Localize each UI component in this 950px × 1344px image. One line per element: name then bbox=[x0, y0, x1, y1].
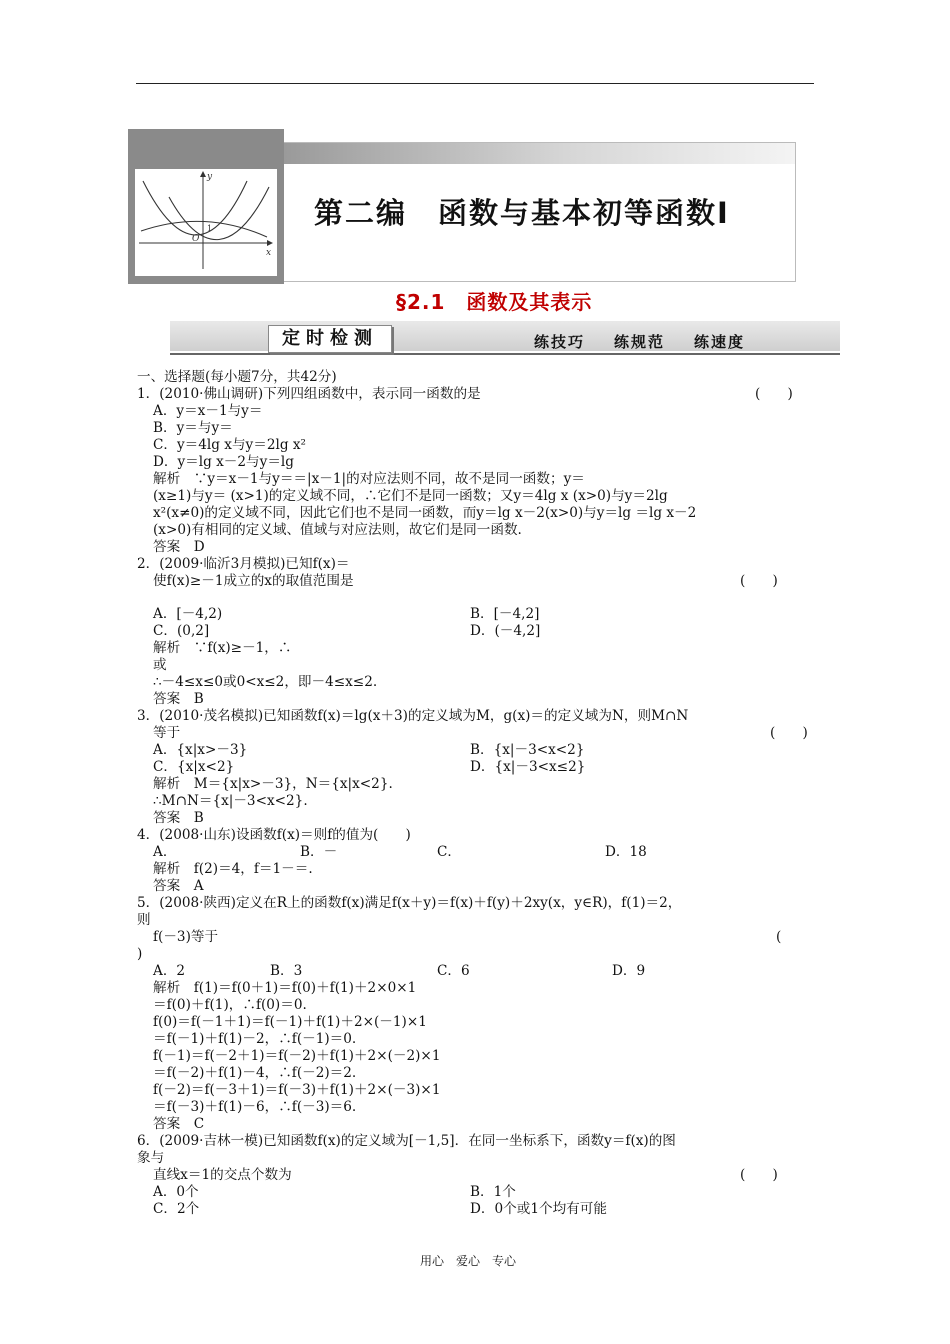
content-line: C． bbox=[437, 844, 461, 860]
content-line: f(－3)等于 bbox=[153, 929, 219, 945]
content-line: B．{x|－3<x<2} bbox=[470, 742, 585, 758]
content-line: A． bbox=[153, 844, 177, 860]
content-line: 解析 f(2)＝4，f＝1－＝. bbox=[153, 861, 313, 877]
svg-text:y: y bbox=[207, 172, 213, 182]
svg-text:x: x bbox=[266, 248, 272, 258]
content-line: 1．(2010·佛山调研)下列四组函数中，表示同一函数的是 bbox=[137, 386, 481, 402]
content-line: 2．(2009·临沂3月模拟)已知f(x)＝ bbox=[137, 556, 350, 572]
content-line: B．y＝与y＝ bbox=[153, 420, 233, 436]
content-line: 5．(2008·陕西)定义在R上的函数f(x)满足f(x＋y)＝f(x)＋f(y)＋2xy(x，y∈R)，f(1)＝2， bbox=[137, 895, 682, 911]
content-line: 象与 bbox=[137, 1150, 165, 1166]
function-graph-image bbox=[135, 169, 277, 276]
content-line: 答案 B bbox=[153, 810, 204, 826]
content-line: ) bbox=[137, 946, 143, 962]
content-line: D．18 bbox=[605, 844, 647, 860]
content-line: D．9 bbox=[612, 963, 646, 979]
top-rule bbox=[136, 83, 814, 84]
content-line: (x≥1)与y＝ (x>1)的定义域不同，∴它们不是同一函数；又y＝4lg x (x>0)与y＝2lg bbox=[153, 488, 668, 504]
content-line: ( ) bbox=[770, 725, 808, 741]
content-line: A．y＝x－1与y＝ bbox=[153, 403, 263, 419]
content-line: x²(x≠0)的定义域不同，因此它们也不是同一函数，而y＝lg x－2(x>0)与y＝lg ＝lg x－2 bbox=[153, 505, 697, 521]
content-line: D．y＝lg x－2与y＝lg bbox=[153, 454, 294, 470]
content-line: 3．(2010·茂名模拟)已知函数f(x)＝lg(x＋3)的定义域为M，g(x)＝的定义域为N，则M∩N bbox=[137, 708, 689, 724]
content-line: ( ) bbox=[740, 1167, 778, 1183]
content-line: ∴M∩N＝{x|－3<x<2}. bbox=[153, 793, 308, 809]
content-line: 或 bbox=[153, 657, 167, 673]
content-line: ＝f(0)＋f(1)，∴f(0)＝0. bbox=[153, 997, 307, 1013]
content-line: 则 bbox=[137, 912, 151, 928]
content-line: B．－ bbox=[300, 844, 338, 860]
content-line: A．[－4,2) bbox=[153, 606, 223, 622]
practice-bar-rule bbox=[170, 353, 840, 355]
content-line: D．(－4,2] bbox=[470, 623, 541, 639]
content-line: 直线x＝1的交点个数为 bbox=[153, 1167, 292, 1183]
content-line: 答案 A bbox=[153, 878, 204, 894]
content-line: ( bbox=[776, 929, 782, 945]
content-line: 使f(x)≥－1成立的x的取值范围是 bbox=[153, 573, 354, 589]
content-line: 答案 C bbox=[153, 1116, 205, 1132]
content-line: A．{x|x>－3} bbox=[153, 742, 248, 758]
content-line: C．2个 bbox=[153, 1201, 200, 1217]
speed-tag: 练速度 bbox=[694, 333, 746, 351]
svg-text:O: O bbox=[192, 234, 200, 244]
content-line: ＝f(－2)＋f(1)－4，∴f(－2)＝2. bbox=[153, 1065, 357, 1081]
content-line: 解析 ∵f(x)≥－1，∴ bbox=[153, 640, 292, 656]
content-line: 答案 D bbox=[153, 539, 205, 555]
content-line: C．{x|x<2} bbox=[153, 759, 235, 775]
content-line: B．1个 bbox=[470, 1184, 516, 1200]
content-line: (x>0)有相同的定义域、值域与对应法则，故它们是同一函数. bbox=[153, 522, 522, 538]
content-line: A．0个 bbox=[153, 1184, 199, 1200]
content-line: 6．(2009·吉林一模)已知函数f(x)的定义域为[－1,5]．在同一坐标系下，函数y＝f(x)的图 bbox=[137, 1133, 676, 1149]
content-line: 等于 bbox=[153, 725, 181, 741]
chapter-banner bbox=[128, 129, 798, 284]
content-line: B．[－4,2] bbox=[470, 606, 540, 622]
page-footer: 用心 爱心 专心 bbox=[420, 1254, 517, 1268]
content-line: B．3 bbox=[270, 963, 303, 979]
content-line: ∴－4≤x≤0或0<x≤2，即－4≤x≤2. bbox=[153, 674, 378, 690]
content-line: ( ) bbox=[755, 386, 793, 402]
content-line: 解析 f(1)＝f(0＋1)＝f(0)＋f(1)＋2×0×1 bbox=[153, 980, 417, 996]
chapter-title: 第二编 函数与基本初等函数Ⅰ bbox=[314, 196, 730, 230]
content-line: f(－2)＝f(－3＋1)＝f(－3)＋f(1)＋2×(－3)×1 bbox=[153, 1082, 441, 1098]
content-line: f(－1)＝f(－2＋1)＝f(－2)＋f(1)＋2×(－2)×1 bbox=[153, 1048, 441, 1064]
skill-tag: 练技巧 bbox=[534, 333, 586, 351]
content-line: C．y＝4lg x与y＝2lg x² bbox=[153, 437, 306, 453]
svg-text:1: 1 bbox=[207, 224, 213, 233]
content-line: C．6 bbox=[437, 963, 470, 979]
content-line: C．(0,2] bbox=[153, 623, 210, 639]
content-line: 一、选择题(每小题7分，共42分) bbox=[137, 369, 337, 385]
content-line: D．{x|－3<x≤2} bbox=[470, 759, 586, 775]
content-line: 解析 M＝{x|x>－3}，N＝{x|x<2}. bbox=[153, 776, 393, 792]
content-line: 答案 B bbox=[153, 691, 204, 707]
standard-tag: 练规范 bbox=[614, 333, 666, 351]
content-line: ＝f(－1)＋f(1)－2，∴f(－1)＝0. bbox=[153, 1031, 357, 1047]
content-line: 4．(2008·山东)设函数f(x)＝则f的值为( ) bbox=[137, 827, 411, 843]
content-line: 解析 ∵y＝x－1与y＝＝|x－1|的对应法则不同，故不是同一函数；y＝ bbox=[153, 471, 585, 487]
practice-bar bbox=[170, 321, 840, 357]
content-line: f(0)＝f(－1＋1)＝f(－1)＋f(1)＋2×(－1)×1 bbox=[153, 1014, 427, 1030]
content-line: D．0个或1个均有可能 bbox=[470, 1201, 607, 1217]
timed-test-badge: 定时检测 bbox=[268, 325, 392, 353]
content-line: ( ) bbox=[740, 573, 778, 589]
content-line: A．2 bbox=[153, 963, 186, 979]
content-line: ＝f(－3)＋f(1)－6，∴f(－3)＝6. bbox=[153, 1099, 357, 1115]
section-title: §2.1 函数及其表示 bbox=[396, 290, 593, 314]
